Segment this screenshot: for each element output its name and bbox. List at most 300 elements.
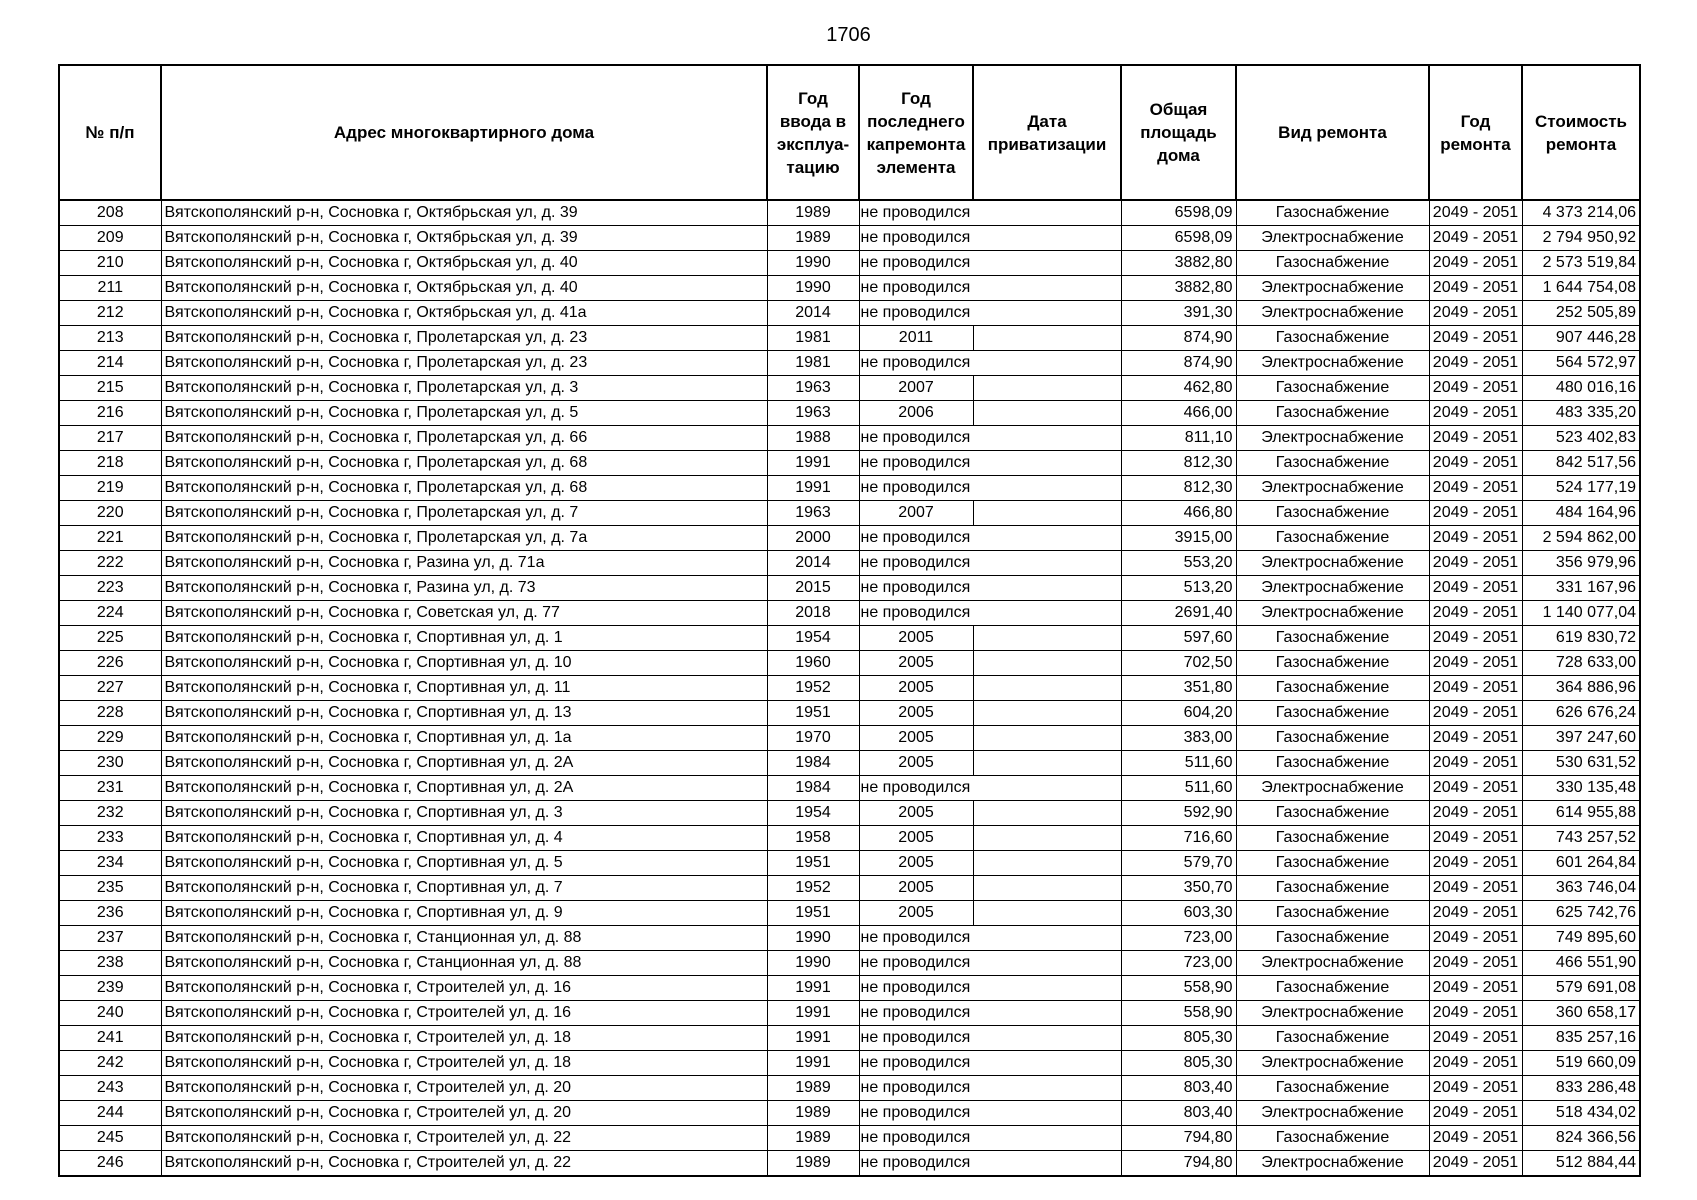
row-privatization: [973, 851, 1121, 876]
row-number: 214: [59, 351, 161, 376]
row-cost: 1 644 754,08: [1522, 276, 1640, 301]
row-address: Вятскополянский р-н, Сосновка г, Октябрьская ул, д. 39: [161, 200, 767, 226]
row-area: 6598,09: [1121, 200, 1236, 226]
row-area: 874,90: [1121, 351, 1236, 376]
row-cost: 523 402,83: [1522, 426, 1640, 451]
row-address: Вятскополянский р-н, Сосновка г, Строителей ул, д. 22: [161, 1151, 767, 1177]
row-repair-kind: Электроснабжение: [1236, 951, 1429, 976]
row-number: 232: [59, 801, 161, 826]
row-year-built: 1951: [767, 901, 859, 926]
row-repair-period: 2049 - 2051: [1429, 926, 1522, 951]
row-repair-period: 2049 - 2051: [1429, 200, 1522, 226]
row-repair-kind: Газоснабжение: [1236, 726, 1429, 751]
row-cost: 824 366,56: [1522, 1126, 1640, 1151]
row-year-built: 2014: [767, 301, 859, 326]
header-address: Адрес многоквартирного дома: [161, 65, 767, 200]
row-number: 223: [59, 576, 161, 601]
row-number: 226: [59, 651, 161, 676]
row-cost: 397 247,60: [1522, 726, 1640, 751]
row-cost: 466 551,90: [1522, 951, 1640, 976]
row-last-cap: 2005: [859, 876, 973, 901]
row-number: 229: [59, 726, 161, 751]
row-year-built: 1963: [767, 501, 859, 526]
row-last-cap: 2007: [859, 501, 973, 526]
row-year-built: 1989: [767, 1126, 859, 1151]
row-privatization: [973, 801, 1121, 826]
row-area: 511,60: [1121, 751, 1236, 776]
row-repair-period: 2049 - 2051: [1429, 801, 1522, 826]
row-repair-period: 2049 - 2051: [1429, 576, 1522, 601]
row-privatization: [973, 826, 1121, 851]
row-repair-kind: Электроснабжение: [1236, 1001, 1429, 1026]
row-last-cap: не проводился: [859, 976, 973, 1001]
row-cost: 833 286,48: [1522, 1076, 1640, 1101]
row-repair-period: 2049 - 2051: [1429, 651, 1522, 676]
row-repair-kind: Электроснабжение: [1236, 476, 1429, 501]
row-number: 242: [59, 1051, 161, 1076]
row-number: 238: [59, 951, 161, 976]
row-repair-kind: Газоснабжение: [1236, 326, 1429, 351]
row-last-cap: 2005: [859, 751, 973, 776]
row-privatization: [973, 726, 1121, 751]
row-privatization: [973, 251, 1121, 276]
row-privatization: [973, 901, 1121, 926]
row-repair-period: 2049 - 2051: [1429, 351, 1522, 376]
row-repair-kind: Газоснабжение: [1236, 526, 1429, 551]
table-row: [59, 476, 1640, 501]
row-number: 217: [59, 426, 161, 451]
row-repair-period: 2049 - 2051: [1429, 426, 1522, 451]
row-number: 240: [59, 1001, 161, 1026]
row-repair-period: 2049 - 2051: [1429, 526, 1522, 551]
row-repair-period: 2049 - 2051: [1429, 626, 1522, 651]
row-repair-kind: Электроснабжение: [1236, 351, 1429, 376]
row-last-cap: не проводился: [859, 601, 973, 626]
row-repair-kind: Электроснабжение: [1236, 1101, 1429, 1126]
row-number: 208: [59, 200, 161, 226]
row-number: 241: [59, 1026, 161, 1051]
row-address: Вятскополянский р-н, Сосновка г, Спортивная ул, д. 1: [161, 626, 767, 651]
row-area: 466,80: [1121, 501, 1236, 526]
table-row: [59, 200, 1640, 226]
row-year-built: 1958: [767, 826, 859, 851]
row-privatization: [973, 200, 1121, 226]
row-number: 224: [59, 601, 161, 626]
row-number: 234: [59, 851, 161, 876]
table-row: [59, 951, 1640, 976]
row-repair-kind: Газоснабжение: [1236, 626, 1429, 651]
row-number: 219: [59, 476, 161, 501]
row-repair-period: 2049 - 2051: [1429, 401, 1522, 426]
row-cost: 519 660,09: [1522, 1051, 1640, 1076]
row-address: Вятскополянский р-н, Сосновка г, Пролетарская ул, д. 68: [161, 451, 767, 476]
row-last-cap: не проводился: [859, 226, 973, 251]
row-last-cap: не проводился: [859, 451, 973, 476]
row-repair-period: 2049 - 2051: [1429, 826, 1522, 851]
row-cost: 835 257,16: [1522, 1026, 1640, 1051]
row-cost: 2 794 950,92: [1522, 226, 1640, 251]
row-cost: 363 746,04: [1522, 876, 1640, 901]
row-repair-period: 2049 - 2051: [1429, 226, 1522, 251]
row-repair-period: 2049 - 2051: [1429, 276, 1522, 301]
row-last-cap: не проводился: [859, 1051, 973, 1076]
table-row: [59, 526, 1640, 551]
row-last-cap: не проводился: [859, 776, 973, 801]
row-last-cap: не проводился: [859, 276, 973, 301]
row-last-cap: 2006: [859, 401, 973, 426]
row-privatization: [973, 676, 1121, 701]
table-row: [59, 1076, 1640, 1101]
table-row: [59, 251, 1640, 276]
row-repair-kind: Газоснабжение: [1236, 976, 1429, 1001]
row-cost: 907 446,28: [1522, 326, 1640, 351]
row-area: 558,90: [1121, 976, 1236, 1001]
row-year-built: 1991: [767, 976, 859, 1001]
row-year-built: 1963: [767, 401, 859, 426]
row-privatization: [973, 451, 1121, 476]
row-year-built: 1989: [767, 1151, 859, 1177]
row-last-cap: 2005: [859, 726, 973, 751]
row-privatization: [973, 1101, 1121, 1126]
row-cost: 484 164,96: [1522, 501, 1640, 526]
row-year-built: 1990: [767, 951, 859, 976]
row-repair-kind: Электроснабжение: [1236, 301, 1429, 326]
row-repair-period: 2049 - 2051: [1429, 851, 1522, 876]
row-year-built: 1989: [767, 1101, 859, 1126]
row-number: 235: [59, 876, 161, 901]
row-privatization: [973, 551, 1121, 576]
row-privatization: [973, 526, 1121, 551]
row-last-cap: не проводился: [859, 1001, 973, 1026]
row-repair-kind: Электроснабжение: [1236, 1051, 1429, 1076]
row-cost: 512 884,44: [1522, 1151, 1640, 1177]
row-address: Вятскополянский р-н, Сосновка г, Спортивная ул, д. 4: [161, 826, 767, 851]
row-repair-kind: Газоснабжение: [1236, 826, 1429, 851]
row-area: 805,30: [1121, 1026, 1236, 1051]
row-last-cap: не проводился: [859, 926, 973, 951]
row-privatization: [973, 651, 1121, 676]
row-address: Вятскополянский р-н, Сосновка г, Спортивная ул, д. 3: [161, 801, 767, 826]
row-last-cap: не проводился: [859, 301, 973, 326]
row-cost: 331 167,96: [1522, 576, 1640, 601]
row-last-cap: не проводился: [859, 1101, 973, 1126]
row-privatization: [973, 351, 1121, 376]
row-last-cap: не проводился: [859, 951, 973, 976]
table-row: [59, 376, 1640, 401]
row-repair-kind: Газоснабжение: [1236, 200, 1429, 226]
row-repair-kind: Газоснабжение: [1236, 1126, 1429, 1151]
row-repair-kind: Электроснабжение: [1236, 276, 1429, 301]
row-repair-period: 2049 - 2051: [1429, 1076, 1522, 1101]
table-row: [59, 801, 1640, 826]
row-area: 723,00: [1121, 951, 1236, 976]
row-cost: 480 016,16: [1522, 376, 1640, 401]
table-row: [59, 826, 1640, 851]
row-area: 716,60: [1121, 826, 1236, 851]
row-repair-kind: Газоснабжение: [1236, 376, 1429, 401]
table-row: [59, 1051, 1640, 1076]
table-row: [59, 1026, 1640, 1051]
row-privatization: [973, 226, 1121, 251]
row-address: Вятскополянский р-н, Сосновка г, Строителей ул, д. 22: [161, 1126, 767, 1151]
row-repair-period: 2049 - 2051: [1429, 501, 1522, 526]
row-repair-period: 2049 - 2051: [1429, 376, 1522, 401]
row-number: 210: [59, 251, 161, 276]
row-number: 227: [59, 676, 161, 701]
row-number: 245: [59, 1126, 161, 1151]
table-row: [59, 726, 1640, 751]
row-cost: 483 335,20: [1522, 401, 1640, 426]
row-year-built: 1952: [767, 876, 859, 901]
row-area: 466,00: [1121, 401, 1236, 426]
row-cost: 564 572,97: [1522, 351, 1640, 376]
row-repair-kind: Газоснабжение: [1236, 651, 1429, 676]
row-cost: 252 505,89: [1522, 301, 1640, 326]
row-address: Вятскополянский р-н, Сосновка г, Спортивная ул, д. 5: [161, 851, 767, 876]
row-repair-period: 2049 - 2051: [1429, 476, 1522, 501]
row-address: Вятскополянский р-н, Сосновка г, Пролетарская ул, д. 7а: [161, 526, 767, 551]
row-number: 221: [59, 526, 161, 551]
row-last-cap: не проводился: [859, 426, 973, 451]
row-area: 383,00: [1121, 726, 1236, 751]
row-area: 462,80: [1121, 376, 1236, 401]
row-last-cap: не проводился: [859, 351, 973, 376]
row-privatization: [973, 326, 1121, 351]
row-year-built: 1951: [767, 701, 859, 726]
row-cost: 360 658,17: [1522, 1001, 1640, 1026]
row-year-built: 1988: [767, 426, 859, 451]
row-number: 230: [59, 751, 161, 776]
row-year-built: 1960: [767, 651, 859, 676]
row-repair-period: 2049 - 2051: [1429, 551, 1522, 576]
row-cost: 601 264,84: [1522, 851, 1640, 876]
table-row: [59, 576, 1640, 601]
row-privatization: [973, 951, 1121, 976]
row-address: Вятскополянский р-н, Сосновка г, Спортивная ул, д. 11: [161, 676, 767, 701]
header-privatization: Дата приватизации: [973, 65, 1121, 200]
row-area: 811,10: [1121, 426, 1236, 451]
row-address: Вятскополянский р-н, Сосновка г, Разина ул, д. 73: [161, 576, 767, 601]
table-row: [59, 326, 1640, 351]
row-address: Вятскополянский р-н, Сосновка г, Спортивная ул, д. 13: [161, 701, 767, 726]
row-cost: 530 631,52: [1522, 751, 1640, 776]
row-privatization: [973, 1151, 1121, 1177]
row-area: 723,00: [1121, 926, 1236, 951]
table-row: [59, 876, 1640, 901]
row-repair-kind: Газоснабжение: [1236, 926, 1429, 951]
row-area: 351,80: [1121, 676, 1236, 701]
row-number: 244: [59, 1101, 161, 1126]
row-last-cap: не проводился: [859, 526, 973, 551]
row-last-cap: 2005: [859, 626, 973, 651]
row-repair-kind: Электроснабжение: [1236, 776, 1429, 801]
row-repair-period: 2049 - 2051: [1429, 301, 1522, 326]
header-area: Общая площадь дома: [1121, 65, 1236, 200]
header-repair-year: Год ремонта: [1429, 65, 1522, 200]
row-area: 579,70: [1121, 851, 1236, 876]
row-year-built: 1984: [767, 776, 859, 801]
row-address: Вятскополянский р-н, Сосновка г, Пролетарская ул, д. 66: [161, 426, 767, 451]
row-repair-period: 2049 - 2051: [1429, 776, 1522, 801]
row-area: 553,20: [1121, 551, 1236, 576]
row-last-cap: не проводился: [859, 1076, 973, 1101]
row-privatization: [973, 601, 1121, 626]
row-number: 212: [59, 301, 161, 326]
row-area: 812,30: [1121, 451, 1236, 476]
row-last-cap: не проводился: [859, 1026, 973, 1051]
table-row: [59, 626, 1640, 651]
row-year-built: 1990: [767, 926, 859, 951]
row-year-built: 1989: [767, 200, 859, 226]
row-repair-kind: Газоснабжение: [1236, 901, 1429, 926]
row-last-cap: не проводился: [859, 200, 973, 226]
row-repair-period: 2049 - 2051: [1429, 751, 1522, 776]
table-row: [59, 351, 1640, 376]
row-repair-period: 2049 - 2051: [1429, 1051, 1522, 1076]
row-number: 233: [59, 826, 161, 851]
row-year-built: 2000: [767, 526, 859, 551]
row-year-built: 2014: [767, 551, 859, 576]
row-privatization: [973, 1076, 1121, 1101]
repair-registry-table: [58, 64, 1641, 1177]
row-address: Вятскополянский р-н, Сосновка г, Пролетарская ул, д. 68: [161, 476, 767, 501]
row-last-cap: 2005: [859, 701, 973, 726]
row-address: Вятскополянский р-н, Сосновка г, Спортивная ул, д. 2А: [161, 751, 767, 776]
row-last-cap: 2005: [859, 676, 973, 701]
row-repair-period: 2049 - 2051: [1429, 1151, 1522, 1177]
row-privatization: [973, 1001, 1121, 1026]
row-cost: 1 140 077,04: [1522, 601, 1640, 626]
row-last-cap: не проводился: [859, 1126, 973, 1151]
row-privatization: [973, 426, 1121, 451]
row-repair-kind: Газоснабжение: [1236, 1026, 1429, 1051]
table-row: [59, 551, 1640, 576]
row-year-built: 1991: [767, 451, 859, 476]
row-last-cap: не проводился: [859, 551, 973, 576]
row-privatization: [973, 626, 1121, 651]
row-last-cap: 2005: [859, 651, 973, 676]
row-privatization: [973, 876, 1121, 901]
row-number: 246: [59, 1151, 161, 1177]
row-cost: 579 691,08: [1522, 976, 1640, 1001]
row-privatization: [973, 501, 1121, 526]
row-cost: 614 955,88: [1522, 801, 1640, 826]
row-repair-kind: Газоснабжение: [1236, 751, 1429, 776]
row-repair-kind: Газоснабжение: [1236, 801, 1429, 826]
row-repair-kind: Электроснабжение: [1236, 601, 1429, 626]
row-year-built: 1952: [767, 676, 859, 701]
row-repair-kind: Газоснабжение: [1236, 876, 1429, 901]
row-cost: 4 373 214,06: [1522, 200, 1640, 226]
row-repair-period: 2049 - 2051: [1429, 726, 1522, 751]
row-repair-kind: Газоснабжение: [1236, 1076, 1429, 1101]
row-privatization: [973, 476, 1121, 501]
row-repair-kind: Электроснабжение: [1236, 226, 1429, 251]
row-repair-period: 2049 - 2051: [1429, 251, 1522, 276]
row-area: 794,80: [1121, 1126, 1236, 1151]
row-last-cap: 2005: [859, 826, 973, 851]
row-address: Вятскополянский р-н, Сосновка г, Советская ул, д. 77: [161, 601, 767, 626]
row-area: 6598,09: [1121, 226, 1236, 251]
row-number: 236: [59, 901, 161, 926]
row-cost: 2 594 862,00: [1522, 526, 1640, 551]
row-repair-period: 2049 - 2051: [1429, 876, 1522, 901]
row-area: 513,20: [1121, 576, 1236, 601]
table-row: [59, 751, 1640, 776]
row-year-built: 1990: [767, 251, 859, 276]
table-row: [59, 976, 1640, 1001]
row-address: Вятскополянский р-н, Сосновка г, Пролетарская ул, д. 5: [161, 401, 767, 426]
row-number: 209: [59, 226, 161, 251]
row-repair-kind: Газоснабжение: [1236, 401, 1429, 426]
header-num: № п/п: [59, 65, 161, 200]
row-repair-kind: Электроснабжение: [1236, 551, 1429, 576]
row-area: 391,30: [1121, 301, 1236, 326]
row-year-built: 1991: [767, 476, 859, 501]
table-row: [59, 1101, 1640, 1126]
table-row: [59, 701, 1640, 726]
row-area: 2691,40: [1121, 601, 1236, 626]
row-cost: 743 257,52: [1522, 826, 1640, 851]
row-address: Вятскополянский р-н, Сосновка г, Строителей ул, д. 16: [161, 1001, 767, 1026]
row-area: 3882,80: [1121, 251, 1236, 276]
row-number: 216: [59, 401, 161, 426]
row-privatization: [973, 576, 1121, 601]
table-row: [59, 276, 1640, 301]
row-year-built: 1981: [767, 351, 859, 376]
row-cost: 619 830,72: [1522, 626, 1640, 651]
row-repair-period: 2049 - 2051: [1429, 1001, 1522, 1026]
row-area: 803,40: [1121, 1101, 1236, 1126]
row-privatization: [973, 751, 1121, 776]
header-cost: Стоимость ремонта: [1522, 65, 1640, 200]
row-year-built: 2015: [767, 576, 859, 601]
table-row: [59, 1126, 1640, 1151]
row-year-built: 1989: [767, 226, 859, 251]
row-address: Вятскополянский р-н, Сосновка г, Строителей ул, д. 20: [161, 1076, 767, 1101]
row-number: 225: [59, 626, 161, 651]
table-row: [59, 301, 1640, 326]
row-year-built: 1989: [767, 1076, 859, 1101]
row-number: 215: [59, 376, 161, 401]
header-repair-kind: Вид ремонта: [1236, 65, 1429, 200]
row-last-cap: не проводился: [859, 476, 973, 501]
row-repair-period: 2049 - 2051: [1429, 701, 1522, 726]
row-year-built: 1951: [767, 851, 859, 876]
table-row: [59, 1001, 1640, 1026]
row-address: Вятскополянский р-н, Сосновка г, Октябрьская ул, д. 40: [161, 276, 767, 301]
row-year-built: 1963: [767, 376, 859, 401]
row-last-cap: 2005: [859, 901, 973, 926]
row-last-cap: 2005: [859, 801, 973, 826]
table-row: [59, 901, 1640, 926]
row-address: Вятскополянский р-н, Сосновка г, Октябрьская ул, д. 41а: [161, 301, 767, 326]
row-cost: 364 886,96: [1522, 676, 1640, 701]
row-area: 3915,00: [1121, 526, 1236, 551]
row-area: 558,90: [1121, 1001, 1236, 1026]
page-number: 1706: [826, 24, 871, 46]
row-address: Вятскополянский р-н, Сосновка г, Разина ул, д. 71а: [161, 551, 767, 576]
row-cost: 626 676,24: [1522, 701, 1640, 726]
row-privatization: [973, 301, 1121, 326]
table-row: [59, 1151, 1640, 1177]
table-row: [59, 451, 1640, 476]
row-address: Вятскополянский р-н, Сосновка г, Строителей ул, д. 16: [161, 976, 767, 1001]
row-repair-kind: Электроснабжение: [1236, 576, 1429, 601]
row-address: Вятскополянский р-н, Сосновка г, Октябрьская ул, д. 40: [161, 251, 767, 276]
row-cost: 749 895,60: [1522, 926, 1640, 951]
row-repair-period: 2049 - 2051: [1429, 1101, 1522, 1126]
